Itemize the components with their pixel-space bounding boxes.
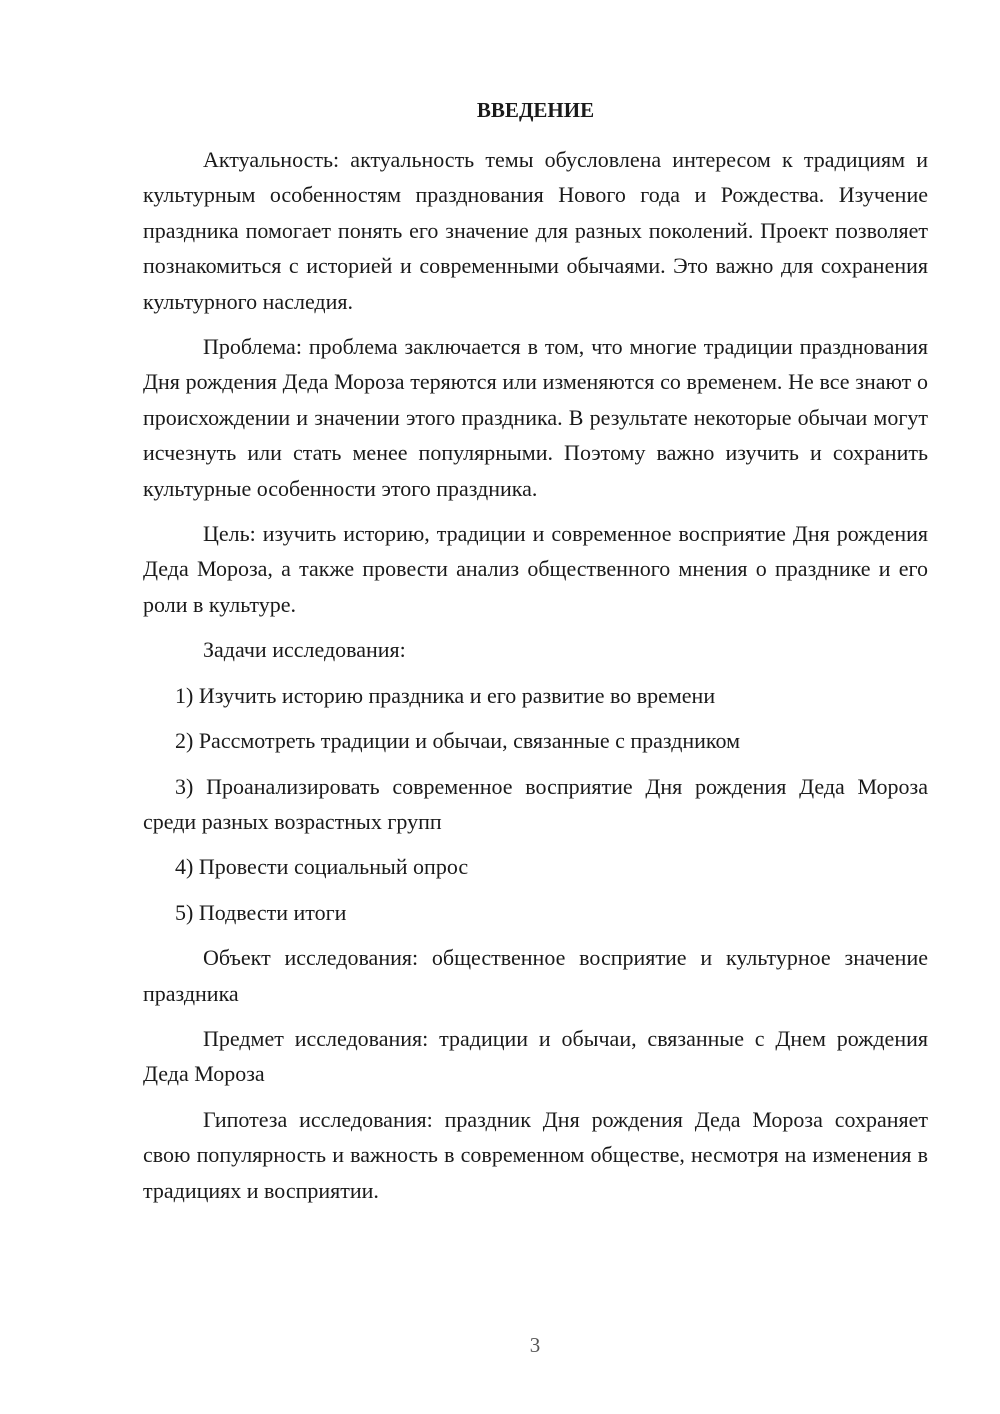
tasks-heading: Задачи исследования: xyxy=(203,637,406,663)
paragraph-object: Объект исследования: общественное восприятие и культурное значение праздника xyxy=(143,945,928,1006)
list-item-task-2: 2) Рассмотреть традиции и обычаи, связанные с праздником xyxy=(175,728,741,754)
page-number: 3 xyxy=(529,1333,541,1357)
document-page xyxy=(143,92,928,1218)
list-item-task-3: 3) Проанализировать современное восприятие Дня рождения Деда Мороза среди разных возрастных групп xyxy=(143,773,928,834)
list-item-task-4: 4) Провести социальный опрос xyxy=(175,854,469,880)
paragraph-relevance: Актуальность: актуальность темы обусловлена интересом к традициям и культурным особенностям празднования Нового года и Рождества. Изучение праздника помогает понять его значение для разных поколений. Проект позволяет познакомиться с историей и современными обычаями. Это важно для сохранения культурного наследия. xyxy=(143,147,928,314)
paragraph-problem: Проблема: проблема заключается в том, что многие традиции празднования Дня рождения Деда Мороза теряются или изменяются со временем. Не все знают о происхождении и значении этого праздника. В результате некоторые обычаи могут исчезнуть или стать менее популярными. Поэтому важно изучить и сохранить культурные особенности этого праздника. xyxy=(143,334,928,501)
list-item-task-1: 1) Изучить историю праздника и его развитие во времени xyxy=(175,682,716,708)
paragraph-goal: Цель: изучить историю, традиции и современное восприятие Дня рождения Деда Мороза, а также провести анализ общественного мнения о празднике и его роли в культуре. xyxy=(143,521,928,617)
list-item-task-5: 5) Подвести итоги xyxy=(175,899,347,925)
paragraph-hypothesis: Гипотеза исследования: праздник Дня рождения Деда Мороза сохраняет свою популярность и важность в современном обществе, несмотря на изменения в традициях и восприятии. xyxy=(143,1106,928,1203)
paragraph-subject: Предмет исследования: традиции и обычаи, связанные с Днем рождения Деда Мороза xyxy=(143,1025,928,1087)
page-title: ВВЕДЕНИЕ xyxy=(476,98,595,122)
